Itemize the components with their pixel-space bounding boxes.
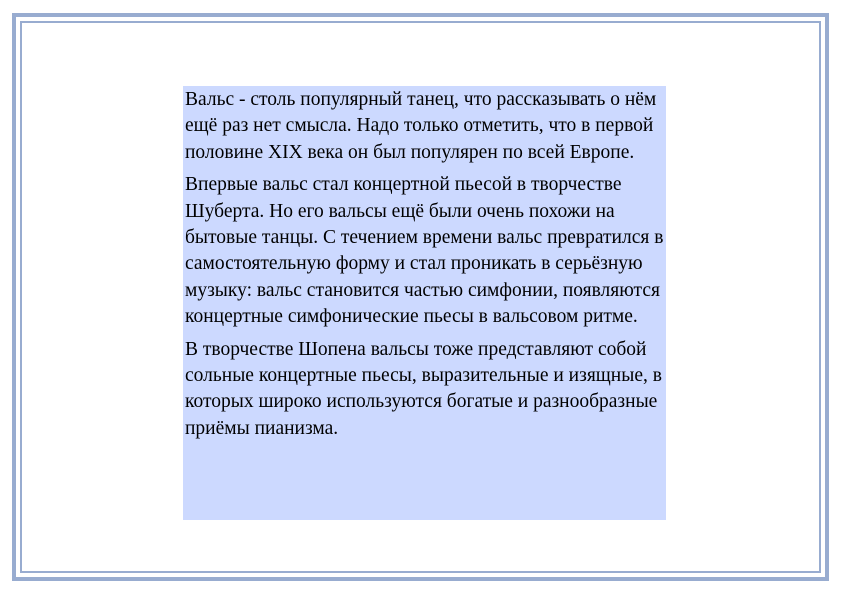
paragraph-waltz-popularity: Вальс - столь популярный танец, что рассказывать о нём ещё раз нет смысла. Надо только отметить, что в первой половине XIX века он был популярен по всей Европе.	[185, 89, 657, 163]
paragraph-waltz-schubert: Впервые вальс стал концертной пьесой в творчестве Шуберта. Но его вальсы ещё были очень похожи на бытовые танцы. С течением времени вальс превратился в самостоятельную форму и стал проникать в серьёзную музыку: вальс становится частью симфонии, появляются концертные симфонические пьесы в вальсовом ритме.	[185, 174, 664, 328]
paragraph-waltz-chopin: В творчестве Шопена вальсы тоже представляют собой сольные концертные пьесы, выразительные и изящные, в которых широко используются богатые и разнообразные приёмы пианизма.	[185, 338, 662, 439]
text-block	[183, 86, 666, 520]
